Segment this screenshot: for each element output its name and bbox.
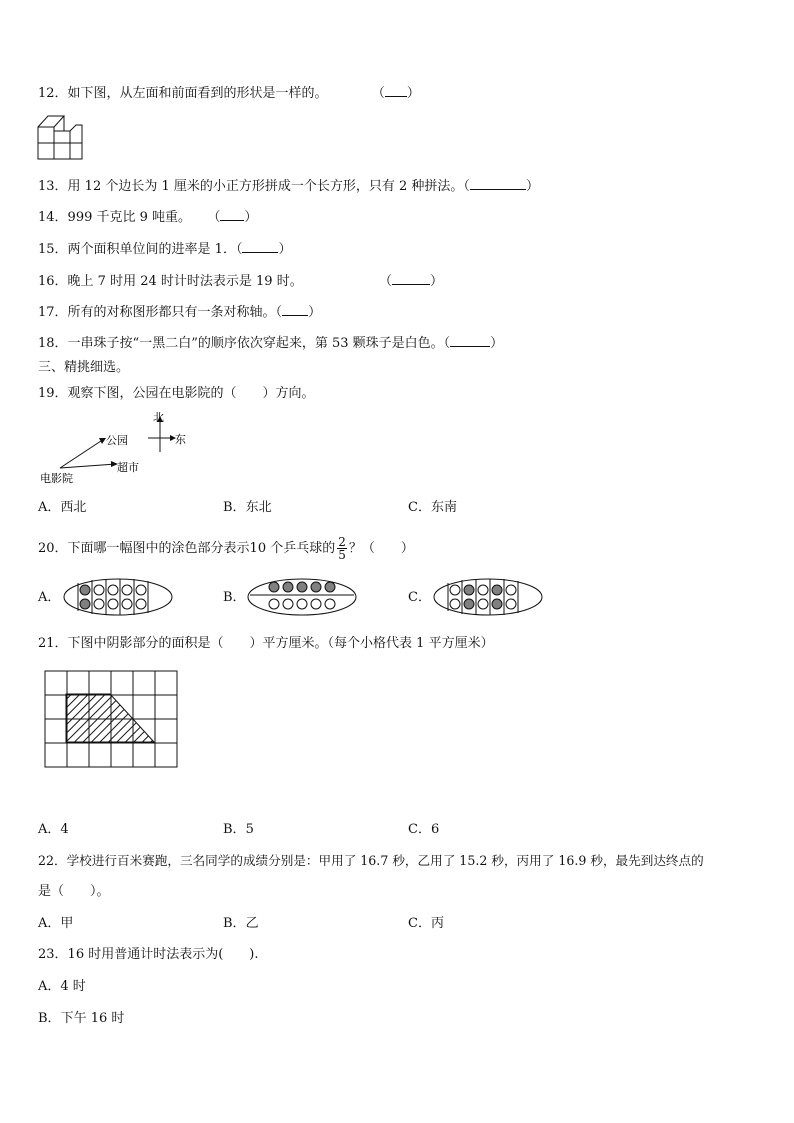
- question-17: 17．所有的对称图形都只有一条对称轴。（ ）: [38, 305, 322, 320]
- question-19: [38, 386, 315, 402]
- question-text: 所有的对称图形都只有一条对称轴。（: [67, 305, 283, 320]
- question-number: 13．: [38, 179, 68, 194]
- question-text: 一串珠子按“一黑二白”的顺序依次穿起来，第 53 颗珠子是白色。（: [67, 336, 451, 351]
- question-16: 16．晚上 7 时用 24 时计时法表示是 19 时。 （ ）: [38, 274, 444, 289]
- option-b[interactable]: B．乙: [223, 916, 259, 931]
- question-number: 19．: [38, 386, 68, 401]
- question-number: 18．: [38, 336, 68, 351]
- question-text: 学校进行百米赛跑，三名同学的成绩分别是：甲用了 16.7 秒，乙用了 15.2 秒，丙用了 16.9 秒，最先到达终点的: [66, 853, 704, 868]
- option-a[interactable]: A．西北: [38, 500, 87, 515]
- option-c-ellipse-figure[interactable]: [432, 576, 544, 618]
- question-14: 14．999 千克比 9 吨重。 （ ）: [38, 210, 258, 225]
- question-21: [38, 636, 494, 652]
- question-text: 下面哪一幅图中的涂色部分表示10 个乒乓球的: [67, 541, 336, 556]
- answer-blank[interactable]: [282, 303, 308, 316]
- answer-blank[interactable]: [220, 208, 244, 221]
- question-12: 12．如下图，从左面和前面看到的形状是一样的。 （ ）: [38, 86, 420, 101]
- question-number: 16．: [38, 274, 68, 289]
- question-15: 15．两个面积单位间的进率是 1．（ ）: [38, 242, 292, 257]
- question-text: 两个面积单位间的进率是 1．（: [67, 242, 243, 257]
- question-number: 21．: [38, 636, 68, 651]
- question-20: 20．下面哪一幅图中的涂色部分表示10 个乒乓球的 $\frac{2}{5}$ ？（ ）: [38, 535, 414, 562]
- option-b[interactable]: B．5: [223, 822, 254, 837]
- option-c[interactable]: C．6: [408, 822, 440, 837]
- cinema-to-park-line: [60, 439, 104, 468]
- option-c[interactable]: C．东南: [408, 500, 457, 515]
- answer-blank[interactable]: [392, 272, 430, 285]
- question-text: 999 千克比 9 吨重。: [67, 210, 192, 225]
- fraction: $\frac{2}{5}$: [338, 535, 346, 562]
- cube-stack-figure: [36, 113, 86, 163]
- direction-map-figure: [36, 408, 196, 484]
- option-c[interactable]: C．丙: [408, 916, 444, 931]
- question-number: 17．: [38, 305, 68, 320]
- answer-blank[interactable]: [385, 84, 407, 97]
- answer-blank[interactable]: [470, 177, 526, 190]
- question-number: 14．: [38, 210, 68, 225]
- cinema-label: 电影院: [40, 472, 73, 485]
- cinema-to-supermarket-line: [60, 464, 116, 468]
- question-text: 16 时用普通计时法表示为( ).: [67, 947, 259, 962]
- east-label: 东: [175, 433, 186, 446]
- shaded-grid-figure: [44, 670, 178, 770]
- question-number: 12．: [38, 86, 68, 101]
- option-a[interactable]: A．4 时: [38, 979, 86, 994]
- question-text: 用 12 个边长为 1 厘米的小正方形拼成一个长方形，只有 2 种拼法。（: [67, 179, 470, 194]
- question-number: 22．: [38, 853, 67, 868]
- option-b-ellipse-figure[interactable]: [246, 576, 358, 618]
- question-text: 下图中阴影部分的面积是（ ）平方厘米。（每个小格代表 1 平方厘米）: [67, 636, 494, 651]
- question-text: 如下图，从左面和前面看到的形状是一样的。: [67, 86, 328, 101]
- option-a[interactable]: A．甲: [38, 916, 74, 931]
- question-text: 晚上 7 时用 24 时计时法表示是 19 时。: [67, 274, 303, 289]
- question-22-line2: 是（ ）。: [38, 884, 110, 899]
- option-b[interactable]: B．东北: [223, 500, 272, 515]
- question-number: 23．: [38, 947, 68, 962]
- answer-blank[interactable]: [242, 240, 278, 253]
- option-b[interactable]: B．: [223, 590, 246, 605]
- question-18: 18．一串珠子按“一黑二白”的顺序依次穿起来，第 53 颗珠子是白色。（ ）: [38, 336, 504, 351]
- question-13: 13．用 12 个边长为 1 厘米的小正方形拼成一个长方形，只有 2 种拼法。（ ）: [38, 179, 539, 194]
- question-22: [38, 853, 704, 869]
- north-label: 北: [153, 411, 164, 424]
- option-a[interactable]: A．: [38, 590, 61, 605]
- question-23: [38, 947, 259, 963]
- question-text: 观察下图，公园在电影院的（ ）方向。: [67, 386, 315, 401]
- shaded-trapezoid: [66, 694, 154, 742]
- supermarket-label: 超市: [117, 461, 139, 474]
- question-number: 20．: [38, 541, 68, 556]
- answer-blank[interactable]: [450, 334, 490, 347]
- option-b[interactable]: B．下午 16 时: [38, 1011, 125, 1026]
- question-number: 15．: [38, 242, 68, 257]
- option-c[interactable]: C．: [408, 590, 431, 605]
- option-a-ellipse-figure[interactable]: [62, 576, 174, 618]
- park-label: 公园: [106, 434, 128, 447]
- section-heading: 三、精挑细选。: [38, 360, 130, 375]
- option-a[interactable]: A．4: [38, 822, 69, 837]
